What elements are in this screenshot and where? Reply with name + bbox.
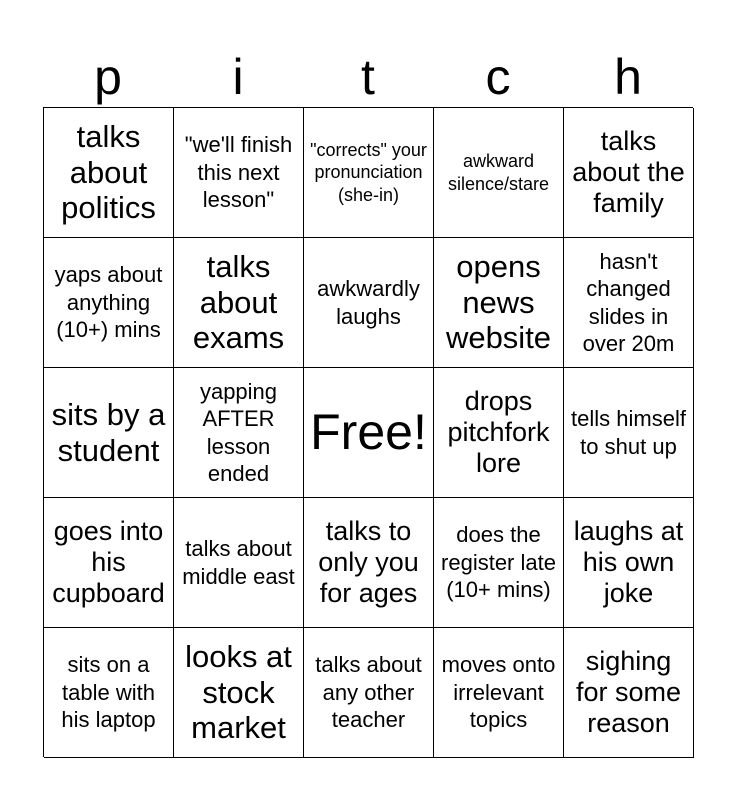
bingo-cell-r0-c3[interactable]: awkward silence/stare xyxy=(434,108,564,238)
bingo-free-cell[interactable]: Free! xyxy=(304,368,434,498)
bingo-cell-r1-c4[interactable]: hasn't changed slides in over 20m xyxy=(564,238,694,368)
bingo-cell-r4-c2[interactable]: talks about any other teacher xyxy=(304,628,434,758)
bingo-cell-r2-c3[interactable]: drops pitchfork lore xyxy=(434,368,564,498)
bingo-cell-r4-c1[interactable]: looks at stock market xyxy=(174,628,304,758)
header-letter-i: i xyxy=(232,49,244,105)
bingo-cell-r3-c3[interactable]: does the register late (10+ mins) xyxy=(434,498,564,628)
bingo-cell-r1-c3[interactable]: opens news website xyxy=(434,238,564,368)
bingo-cell-r3-c1[interactable]: talks about middle east xyxy=(174,498,304,628)
bingo-cell-r0-c2[interactable]: "corrects" your pronunciation (she-in) xyxy=(304,108,434,238)
bingo-grid xyxy=(43,107,693,757)
bingo-cell-r1-c0[interactable]: yaps about anything (10+) mins xyxy=(44,238,174,368)
bingo-cell-r3-c2[interactable]: talks to only you for ages xyxy=(304,498,434,628)
bingo-cell-r0-c4[interactable]: talks about the family xyxy=(564,108,694,238)
bingo-cell-r2-c0[interactable]: sits by a student xyxy=(44,368,174,498)
bingo-cell-r4-c0[interactable]: sits on a table with his laptop xyxy=(44,628,174,758)
bingo-cell-r2-c1[interactable]: yapping AFTER lesson ended xyxy=(174,368,304,498)
bingo-cell-r1-c2[interactable]: awkwardly laughs xyxy=(304,238,434,368)
bingo-header xyxy=(43,46,693,108)
bingo-cell-r2-c4[interactable]: tells himself to shut up xyxy=(564,368,694,498)
bingo-cell-r3-c0[interactable]: goes into his cupboard xyxy=(44,498,174,628)
bingo-cell-r1-c1[interactable]: talks about exams xyxy=(174,238,304,368)
header-letter-h: h xyxy=(614,49,642,105)
bingo-cell-r3-c4[interactable]: laughs at his own joke xyxy=(564,498,694,628)
bingo-cell-r4-c4[interactable]: sighing for some reason xyxy=(564,628,694,758)
header-letter-t: t xyxy=(361,49,375,105)
header-letter-c: c xyxy=(485,49,511,105)
bingo-cell-r0-c0[interactable]: talks about politics xyxy=(44,108,174,238)
bingo-cell-r0-c1[interactable]: "we'll finish this next lesson" xyxy=(174,108,304,238)
bingo-cell-r4-c3[interactable]: moves onto irrelevant topics xyxy=(434,628,564,758)
header-letter-p: p xyxy=(94,49,122,105)
